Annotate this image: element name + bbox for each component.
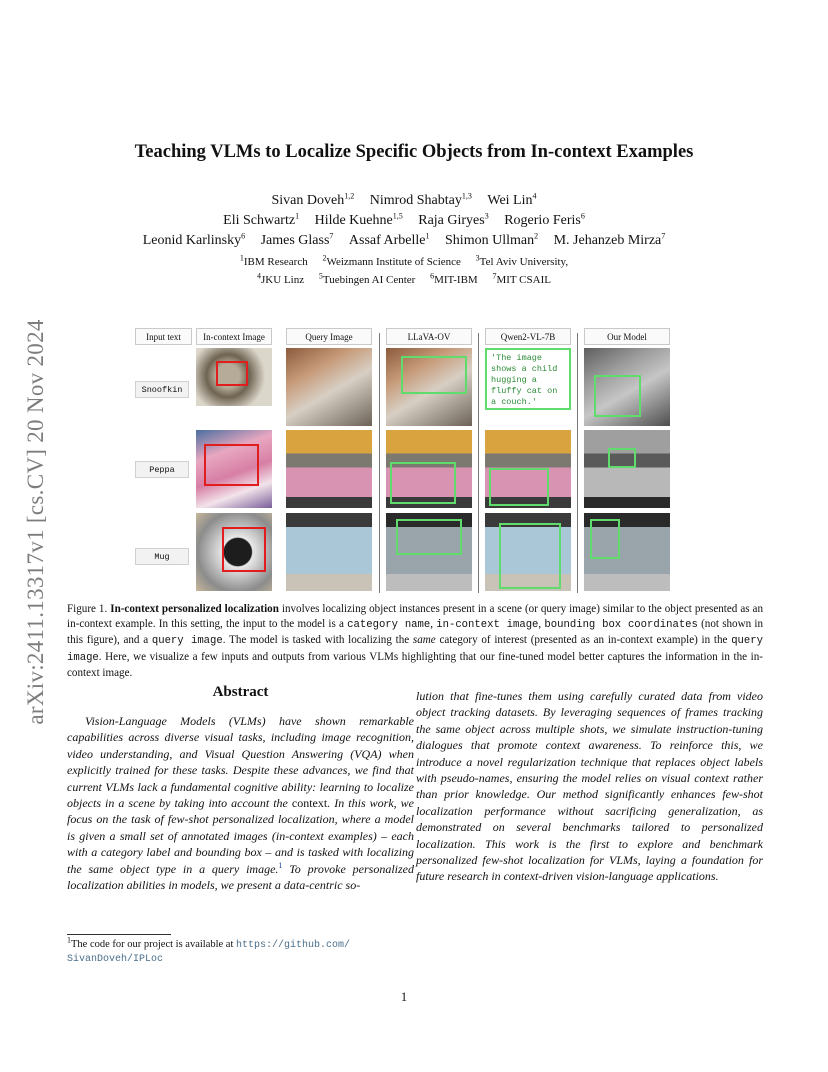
caption-text: , xyxy=(538,618,545,631)
caption-code: category name xyxy=(347,619,431,632)
llava-output-mug xyxy=(386,513,472,591)
predicted-box xyxy=(489,468,549,506)
caption-text: category of interest (presented as an in-context example) in the xyxy=(435,634,732,647)
qwen-output-peppa xyxy=(485,430,571,508)
page-number: 1 xyxy=(400,990,408,1004)
caption-emphasis: same xyxy=(412,634,436,647)
caption-code: bounding box coordinates xyxy=(544,619,698,632)
our-model-output-snoofkin xyxy=(584,348,670,426)
abstract-right-column: lution that fine-tunes them using carefully curated data from video object tracking datasets. By leveraging sequences of frames tracking the same object across multiple shots, we simulate instruction-tuning dialogues that promote context awareness. To reinforce this, we introduce a novel regularization technique that replaces object labels with pseudo-names, ensuring the model relies on visual context rather than prior knowledge. Our method significantly enhances few-shot localization performance without sacrificing generalization, as demonstrated on several benchmarks tailored to personalized localization. This work is the first to explore and benchmark personalized few-shot localization for VLMs, laying a foundation for future research in context-driven vision-language applications. xyxy=(416,689,763,884)
ground-truth-box xyxy=(216,361,248,386)
footnote-rule xyxy=(67,934,171,935)
figure-divider xyxy=(478,333,479,593)
affiliation: $^1$IBM Research xyxy=(239,253,308,268)
author: James Glass$^7$ xyxy=(260,231,334,248)
llava-output-snoofkin xyxy=(386,348,472,426)
in-context-image-snoofkin xyxy=(196,348,272,406)
qwen-output-mug xyxy=(485,513,571,591)
code-url-link[interactable]: SivanDoveh/IPLoc xyxy=(67,954,164,965)
author: Assaf Arbelle$^1$ xyxy=(348,231,430,248)
abstract-text: context xyxy=(291,796,328,811)
affiliation-line-2 xyxy=(0,271,808,286)
column-header-input-text: Input text xyxy=(135,328,192,345)
predicted-box xyxy=(499,523,561,589)
affiliation: $^5$Tuebingen AI Center xyxy=(318,271,416,286)
column-header-in-context-image: In-context Image xyxy=(196,328,272,345)
caption-text: . The model is tasked with localizing the xyxy=(222,634,413,647)
paper-title: Teaching VLMs to Localize Specific Objects from In-context Examples xyxy=(134,142,694,162)
footnote-marker[interactable]: 1 xyxy=(278,860,283,870)
author-line-1 xyxy=(0,193,808,209)
abstract-heading: Abstract xyxy=(212,684,269,700)
abstract-left-column xyxy=(67,713,414,893)
author: Nimrod Shabtay$^{1,3}$ xyxy=(369,191,472,208)
affiliation: $^3$Tel Aviv University, xyxy=(475,253,569,268)
figure-caption xyxy=(67,602,763,681)
abstract-text: . In this work, we focus on the task of few-shot personalized localization, where a model is given a small set of annotated images (in-context examples) – each with a category label and bounding box – and is tasked with localizing the same object type in a query image. xyxy=(67,796,415,876)
author: Rogerio Feris$^6$ xyxy=(504,211,585,228)
column-header-qwen2-vl: Qwen2-VL-7B xyxy=(485,328,571,345)
affiliation: $^4$JKU Linz xyxy=(257,271,305,286)
predicted-box xyxy=(608,448,636,468)
our-model-output-peppa xyxy=(584,430,670,508)
caption-text: , xyxy=(430,618,437,631)
author: Eli Schwartz$^1$ xyxy=(223,211,300,228)
predicted-box xyxy=(594,375,641,417)
arxiv-identifier-stamp: arXiv:2411.13317v1 [cs.CV] 20 Nov 2024 xyxy=(23,319,48,725)
query-image-snoofkin xyxy=(286,348,372,426)
author-line-2 xyxy=(0,213,808,229)
caption-bold: In-context personalized localization xyxy=(110,603,279,615)
column-header-llava-ov: LLaVA-OV xyxy=(386,328,472,345)
caption-code: query image xyxy=(67,635,763,664)
llava-output-peppa xyxy=(386,430,472,508)
predicted-box xyxy=(401,356,467,394)
predicted-box xyxy=(590,519,620,559)
affiliation-line-1 xyxy=(0,253,808,268)
author: Wei Lin$^4$ xyxy=(487,191,537,208)
author: Raja Giryes$^3$ xyxy=(418,211,489,228)
affiliation: $^2$Weizmann Institute of Science xyxy=(322,253,461,268)
row-label-mug: Mug xyxy=(135,548,189,565)
row-label-snoofkin: Snoofkin xyxy=(135,381,189,398)
caption-code: in-context image xyxy=(436,619,539,632)
affiliation: $^6$MIT-IBM xyxy=(430,271,478,286)
ground-truth-box xyxy=(222,527,266,572)
figure-divider xyxy=(577,333,578,593)
predicted-box xyxy=(390,462,456,504)
in-context-image-mug xyxy=(196,513,272,591)
row-label-peppa: Peppa xyxy=(135,461,189,478)
query-image-peppa xyxy=(286,430,372,508)
footnote xyxy=(67,935,407,966)
caption-code: query image xyxy=(151,635,223,648)
author: Sivan Doveh$^{1,2}$ xyxy=(271,191,355,208)
caption-text: . Here, we visualize a few inputs and outputs from various VLMs highlighting that our fine-tuned model better captures the information in the in-context image. xyxy=(67,650,763,679)
column-header-query-image: Query Image xyxy=(286,328,372,345)
author: M. Jehanzeb Mirza$^7$ xyxy=(553,231,666,248)
caption-text: (not shown in this figure), and a xyxy=(67,618,764,647)
query-image-mug xyxy=(286,513,372,591)
figure-divider xyxy=(379,333,380,593)
in-context-image-peppa xyxy=(196,430,272,508)
predicted-box xyxy=(396,519,462,555)
code-url-link[interactable]: https://github.com/ xyxy=(236,940,351,951)
footnote-text: The code for our project is available at xyxy=(71,939,237,950)
caption-text: involves localizing object instances present in a scene (or query image) similar to the object presented as an in-context example. In this setting, the input to the model is a xyxy=(67,603,763,631)
author-line-3 xyxy=(0,233,808,249)
qwen-text-output-snoofkin: 'The image shows a child hugging a fluffy cat on a couch.' xyxy=(485,348,571,410)
affiliation: $^7$MIT CSAIL xyxy=(492,271,551,286)
our-model-output-mug xyxy=(584,513,670,591)
caption-label: Figure 1. xyxy=(67,603,108,615)
author: Leonid Karlinsky$^6$ xyxy=(142,231,246,248)
ground-truth-box xyxy=(204,444,259,486)
author: Hilde Kuehne$^{1,5}$ xyxy=(314,211,403,228)
footnote-number: 1 xyxy=(67,935,71,945)
abstract-text: To provoke personalized localization abilities in models, we present a data-centric so- xyxy=(67,861,414,893)
abstract-text: Vision-Language Models (VLMs) have shown remarkable capabilities across diverse visual tasks, including image recognition, video understanding, and Visual Question Answering (VQA) when explicitly trained for these tasks. Despite these advances, we find that current VLMs lack a fundamental cognitive ability: learning to localize objects in a scene by taking into account the xyxy=(67,714,414,811)
column-header-our-model: Our Model xyxy=(584,328,670,345)
author: Shimon Ullman$^2$ xyxy=(445,231,539,248)
